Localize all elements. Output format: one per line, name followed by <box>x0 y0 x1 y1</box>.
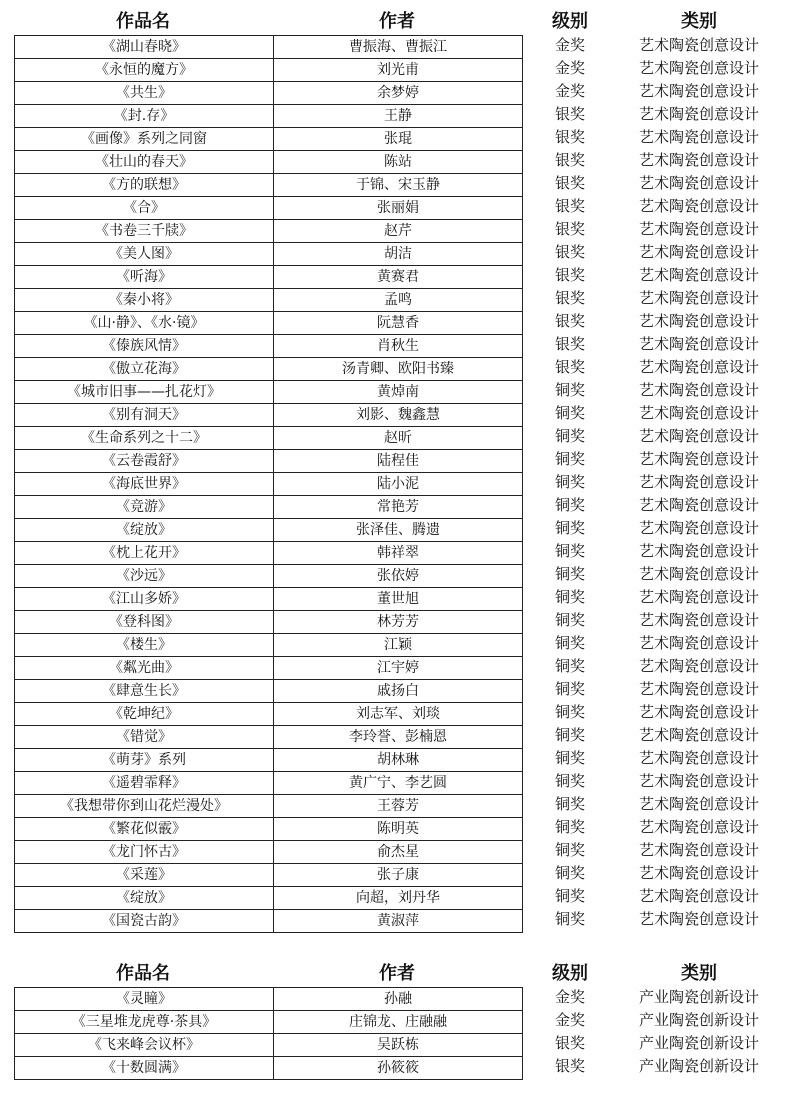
award-info-row <box>540 1009 800 1032</box>
work-author: 常艳芳 <box>274 496 523 519</box>
award-category: 艺术陶瓷创意设计 <box>638 910 759 928</box>
work-author: 孙融 <box>274 988 523 1011</box>
work-title: 《萌芽》系列 <box>15 749 274 772</box>
work-author: 董世旭 <box>274 588 523 611</box>
award-category: 艺术陶瓷创意设计 <box>638 427 759 445</box>
table-row <box>15 1034 523 1057</box>
table-row <box>15 1011 523 1034</box>
award-info-row <box>540 1032 800 1055</box>
table-row <box>15 841 523 864</box>
table-row <box>15 910 523 933</box>
work-author: 李玲誉、彭楠恩 <box>274 726 523 749</box>
award-info-row <box>540 586 800 609</box>
work-author: 刘影、魏鑫慧 <box>274 404 523 427</box>
award-level: 银奖 <box>554 1057 585 1075</box>
award-info-row <box>540 356 800 379</box>
award-info-row <box>540 448 800 471</box>
award-info-row <box>540 655 800 678</box>
award-category: 产业陶瓷创新设计 <box>638 1057 759 1075</box>
work-title: 《合》 <box>15 197 274 220</box>
award-info-row <box>540 34 800 57</box>
work-title: 《错觉》 <box>15 726 274 749</box>
table-row <box>15 1057 523 1080</box>
award-info-row <box>540 310 800 333</box>
award-category: 艺术陶瓷创意设计 <box>638 565 759 583</box>
award-category: 艺术陶瓷创意设计 <box>638 749 759 767</box>
table-row <box>15 312 523 335</box>
award-category: 艺术陶瓷创意设计 <box>638 657 759 675</box>
award-level: 银奖 <box>554 289 585 307</box>
table-row <box>15 266 523 289</box>
award-level: 铜奖 <box>554 818 585 836</box>
award-level: 银奖 <box>554 197 585 215</box>
work-title: 《傲立花海》 <box>15 358 274 381</box>
table-row <box>15 772 523 795</box>
work-title: 《云卷霞舒》 <box>15 450 274 473</box>
award-level: 铜奖 <box>554 749 585 767</box>
awards-table-1 <box>14 35 523 933</box>
award-level: 铜奖 <box>554 795 585 813</box>
table-row <box>15 404 523 427</box>
table-row <box>15 887 523 910</box>
award-category: 产业陶瓷创新设计 <box>638 1034 759 1052</box>
table-row <box>15 703 523 726</box>
work-author: 向超，刘丹华 <box>274 887 523 910</box>
award-level: 银奖 <box>554 358 585 376</box>
award-category: 艺术陶瓷创意设计 <box>638 841 759 859</box>
work-author: 陈明英 <box>274 818 523 841</box>
table-row <box>15 243 523 266</box>
award-level: 银奖 <box>554 243 585 261</box>
work-author: 胡洁 <box>274 243 523 266</box>
award-level: 铜奖 <box>554 841 585 859</box>
work-title: 《枕上花开》 <box>15 542 274 565</box>
work-title: 《壮山的春天》 <box>15 151 274 174</box>
work-title: 《登科图》 <box>15 611 274 634</box>
award-level: 银奖 <box>554 128 585 146</box>
table-row <box>15 588 523 611</box>
work-title: 《书卷三千牍》 <box>15 220 274 243</box>
header-author-2: 作者 <box>379 963 415 984</box>
award-info-row <box>540 103 800 126</box>
work-title: 《秦小将》 <box>15 289 274 312</box>
award-category: 艺术陶瓷创意设计 <box>638 243 759 261</box>
award-category: 艺术陶瓷创意设计 <box>638 473 759 491</box>
work-author: 黄焯南 <box>274 381 523 404</box>
work-author: 赵芹 <box>274 220 523 243</box>
award-level: 金奖 <box>554 1011 585 1029</box>
award-info-row <box>540 540 800 563</box>
table-row <box>15 634 523 657</box>
award-info-row <box>540 494 800 517</box>
table-row <box>15 151 523 174</box>
award-level: 铜奖 <box>554 772 585 790</box>
award-level: 铜奖 <box>554 910 585 928</box>
work-author: 黄淑萍 <box>274 910 523 933</box>
work-title: 《沙远》 <box>15 565 274 588</box>
table-row <box>15 105 523 128</box>
work-author: 王蓉芳 <box>274 795 523 818</box>
award-info-row <box>540 379 800 402</box>
award-level: 铜奖 <box>554 703 585 721</box>
award-category: 艺术陶瓷创意设计 <box>638 174 759 192</box>
award-info-row <box>540 986 800 1009</box>
award-level: 银奖 <box>554 174 585 192</box>
work-title: 《竞游》 <box>15 496 274 519</box>
table-row <box>15 864 523 887</box>
award-category: 艺术陶瓷创意设计 <box>638 588 759 606</box>
award-level: 金奖 <box>554 59 585 77</box>
award-level: 铜奖 <box>554 864 585 882</box>
award-info-row <box>540 839 800 862</box>
work-author: 张丽娟 <box>274 197 523 220</box>
work-title: 《山·静》、《水·镜》 <box>15 312 274 335</box>
work-title: 《乾坤纪》 <box>15 703 274 726</box>
work-title: 《楼生》 <box>15 634 274 657</box>
award-level: 铜奖 <box>554 680 585 698</box>
award-level: 银奖 <box>554 266 585 284</box>
work-author: 吴跃栋 <box>274 1034 523 1057</box>
award-level: 银奖 <box>554 105 585 123</box>
work-title: 《龙门怀古》 <box>15 841 274 864</box>
table-row <box>15 335 523 358</box>
work-title: 《共生》 <box>15 82 274 105</box>
award-info-row <box>540 402 800 425</box>
award-category: 艺术陶瓷创意设计 <box>638 611 759 629</box>
awards-side-2 <box>540 986 800 1078</box>
table-row <box>15 818 523 841</box>
work-author: 陈站 <box>274 151 523 174</box>
award-level: 铜奖 <box>554 450 585 468</box>
award-level: 铜奖 <box>554 588 585 606</box>
table-row <box>15 174 523 197</box>
table-row <box>15 611 523 634</box>
work-author: 韩祥翠 <box>274 542 523 565</box>
header-author-1: 作者 <box>379 11 415 32</box>
award-category: 艺术陶瓷创意设计 <box>638 128 759 146</box>
work-title: 《采莲》 <box>15 864 274 887</box>
work-author: 于锦、宋玉静 <box>274 174 523 197</box>
table-row <box>15 519 523 542</box>
award-level: 金奖 <box>554 82 585 100</box>
award-level: 银奖 <box>554 220 585 238</box>
work-author: 张泽佳、腾遗 <box>274 519 523 542</box>
award-info-row <box>540 425 800 448</box>
work-author: 汤青卿、欧阳书臻 <box>274 358 523 381</box>
award-category: 艺术陶瓷创意设计 <box>638 450 759 468</box>
award-level: 铜奖 <box>554 611 585 629</box>
work-title: 《海底世界》 <box>15 473 274 496</box>
award-level: 铜奖 <box>554 542 585 560</box>
award-category: 产业陶瓷创新设计 <box>638 988 759 1006</box>
award-info-row <box>540 609 800 632</box>
award-info-row <box>540 862 800 885</box>
award-level: 铜奖 <box>554 634 585 652</box>
award-category: 艺术陶瓷创意设计 <box>638 381 759 399</box>
award-info-row <box>540 678 800 701</box>
award-info-row <box>540 287 800 310</box>
work-title: 《绽放》 <box>15 887 274 910</box>
table-row <box>15 473 523 496</box>
award-info-row <box>540 471 800 494</box>
table-row <box>15 657 523 680</box>
award-category: 艺术陶瓷创意设计 <box>638 335 759 353</box>
work-author: 肖秋生 <box>274 335 523 358</box>
header-title-1: 作品名 <box>116 11 170 32</box>
work-author: 戚扬白 <box>274 680 523 703</box>
work-title: 《灵瞳》 <box>15 988 274 1011</box>
table-row <box>15 427 523 450</box>
table-row <box>15 82 523 105</box>
award-info-row <box>540 632 800 655</box>
table-row <box>15 220 523 243</box>
table-row <box>15 128 523 151</box>
award-info-row <box>540 241 800 264</box>
table-row <box>15 197 523 220</box>
award-category: 艺术陶瓷创意设计 <box>638 59 759 77</box>
work-title: 《方的联想》 <box>15 174 274 197</box>
award-info-row <box>540 333 800 356</box>
work-title: 《城市旧事——扎花灯》 <box>15 381 274 404</box>
award-info-row <box>540 195 800 218</box>
award-category: 艺术陶瓷创意设计 <box>638 289 759 307</box>
work-author: 阮慧香 <box>274 312 523 335</box>
award-category: 艺术陶瓷创意设计 <box>638 542 759 560</box>
award-info-row <box>540 126 800 149</box>
award-category: 艺术陶瓷创意设计 <box>638 197 759 215</box>
award-info-row <box>540 701 800 724</box>
award-category: 艺术陶瓷创意设计 <box>638 680 759 698</box>
table-row <box>15 381 523 404</box>
award-level: 铜奖 <box>554 427 585 445</box>
award-category: 艺术陶瓷创意设计 <box>638 703 759 721</box>
work-title: 《飞来峰会议杯》 <box>15 1034 274 1057</box>
award-level: 铜奖 <box>554 887 585 905</box>
work-title: 《别有洞天》 <box>15 404 274 427</box>
award-level: 银奖 <box>554 151 585 169</box>
award-info-row <box>540 770 800 793</box>
awards-side-1 <box>540 34 800 931</box>
work-title: 《听海》 <box>15 266 274 289</box>
table-row <box>15 59 523 82</box>
award-info-row <box>540 724 800 747</box>
work-title: 《傣族风情》 <box>15 335 274 358</box>
award-category: 艺术陶瓷创意设计 <box>638 864 759 882</box>
award-info-row <box>540 908 800 931</box>
work-author: 庄锦龙、庄融融 <box>274 1011 523 1034</box>
award-info-row <box>540 149 800 172</box>
work-author: 张子康 <box>274 864 523 887</box>
award-level: 金奖 <box>554 36 585 54</box>
header-category-2: 类别 <box>681 963 717 984</box>
award-info-row <box>540 218 800 241</box>
work-author: 林芳芳 <box>274 611 523 634</box>
work-author: 黄广宁、李艺圆 <box>274 772 523 795</box>
work-title: 《遥碧霏释》 <box>15 772 274 795</box>
award-level: 金奖 <box>554 988 585 1006</box>
award-level: 银奖 <box>554 335 585 353</box>
award-info-row <box>540 563 800 586</box>
award-info-row <box>540 747 800 770</box>
table-row <box>15 795 523 818</box>
work-author: 江宇婷 <box>274 657 523 680</box>
work-author: 王静 <box>274 105 523 128</box>
work-title: 《繁花似霰》 <box>15 818 274 841</box>
work-author: 曹振海、曹振江 <box>274 36 523 59</box>
award-category: 艺术陶瓷创意设计 <box>638 795 759 813</box>
work-title: 《粼光曲》 <box>15 657 274 680</box>
award-category: 艺术陶瓷创意设计 <box>638 726 759 744</box>
work-author: 张依婷 <box>274 565 523 588</box>
awards-table-2 <box>14 987 523 1080</box>
award-category: 艺术陶瓷创意设计 <box>638 266 759 284</box>
work-title: 《国瓷古韵》 <box>15 910 274 933</box>
work-title: 《三星堆龙虎尊·茶具》 <box>15 1011 274 1034</box>
work-author: 黄赛君 <box>274 266 523 289</box>
work-title: 《生命系列之十二》 <box>15 427 274 450</box>
award-level: 铜奖 <box>554 404 585 422</box>
award-category: 艺术陶瓷创意设计 <box>638 82 759 100</box>
award-category: 艺术陶瓷创意设计 <box>638 818 759 836</box>
work-author: 张琨 <box>274 128 523 151</box>
award-info-row <box>540 517 800 540</box>
work-author: 胡林琳 <box>274 749 523 772</box>
header-level-1: 级别 <box>552 11 588 32</box>
work-author: 俞杰星 <box>274 841 523 864</box>
table-row <box>15 680 523 703</box>
award-category: 艺术陶瓷创意设计 <box>638 358 759 376</box>
award-info-row <box>540 172 800 195</box>
award-category: 艺术陶瓷创意设计 <box>638 519 759 537</box>
work-title: 《湖山春晓》 <box>15 36 274 59</box>
work-title: 《我想带你到山花烂漫处》 <box>15 795 274 818</box>
award-info-row <box>540 264 800 287</box>
work-title: 《十数圆满》 <box>15 1057 274 1080</box>
award-info-row <box>540 793 800 816</box>
award-level: 银奖 <box>554 1034 585 1052</box>
work-author: 陆小泥 <box>274 473 523 496</box>
table-row <box>15 988 523 1011</box>
award-category: 产业陶瓷创新设计 <box>638 1011 759 1029</box>
table-row <box>15 289 523 312</box>
award-level: 铜奖 <box>554 565 585 583</box>
header-level-2: 级别 <box>552 963 588 984</box>
award-info-row <box>540 816 800 839</box>
award-info-row <box>540 885 800 908</box>
work-author: 刘志军、刘琰 <box>274 703 523 726</box>
award-info-row <box>540 1055 800 1078</box>
table-row <box>15 542 523 565</box>
header-category-1: 类别 <box>681 11 717 32</box>
award-info-row <box>540 80 800 103</box>
award-category: 艺术陶瓷创意设计 <box>638 496 759 514</box>
work-title: 《绽放》 <box>15 519 274 542</box>
work-title: 《画像》系列之同窗 <box>15 128 274 151</box>
work-author: 余梦婷 <box>274 82 523 105</box>
work-author: 江颖 <box>274 634 523 657</box>
award-level: 铜奖 <box>554 473 585 491</box>
work-author: 赵昕 <box>274 427 523 450</box>
table-row <box>15 565 523 588</box>
table-row <box>15 358 523 381</box>
work-author: 刘光甫 <box>274 59 523 82</box>
table-row <box>15 496 523 519</box>
award-level: 铜奖 <box>554 657 585 675</box>
table-row <box>15 36 523 59</box>
award-category: 艺术陶瓷创意设计 <box>638 36 759 54</box>
work-author: 陆程佳 <box>274 450 523 473</box>
work-author: 孙筱筱 <box>274 1057 523 1080</box>
award-info-row <box>540 57 800 80</box>
award-level: 铜奖 <box>554 496 585 514</box>
work-title: 《美人图》 <box>15 243 274 266</box>
table-row <box>15 749 523 772</box>
award-level: 铜奖 <box>554 519 585 537</box>
header-title-2: 作品名 <box>116 963 170 984</box>
table-row <box>15 726 523 749</box>
award-category: 艺术陶瓷创意设计 <box>638 887 759 905</box>
work-title: 《永恒的魔方》 <box>15 59 274 82</box>
award-category: 艺术陶瓷创意设计 <box>638 220 759 238</box>
award-category: 艺术陶瓷创意设计 <box>638 404 759 422</box>
award-level: 铜奖 <box>554 726 585 744</box>
award-category: 艺术陶瓷创意设计 <box>638 105 759 123</box>
award-level: 银奖 <box>554 312 585 330</box>
award-category: 艺术陶瓷创意设计 <box>638 634 759 652</box>
table-row <box>15 450 523 473</box>
work-title: 《封.存》 <box>15 105 274 128</box>
award-category: 艺术陶瓷创意设计 <box>638 312 759 330</box>
work-title: 《肆意生长》 <box>15 680 274 703</box>
work-author: 孟鸣 <box>274 289 523 312</box>
award-category: 艺术陶瓷创意设计 <box>638 772 759 790</box>
work-title: 《江山多娇》 <box>15 588 274 611</box>
award-level: 铜奖 <box>554 381 585 399</box>
award-category: 艺术陶瓷创意设计 <box>638 151 759 169</box>
